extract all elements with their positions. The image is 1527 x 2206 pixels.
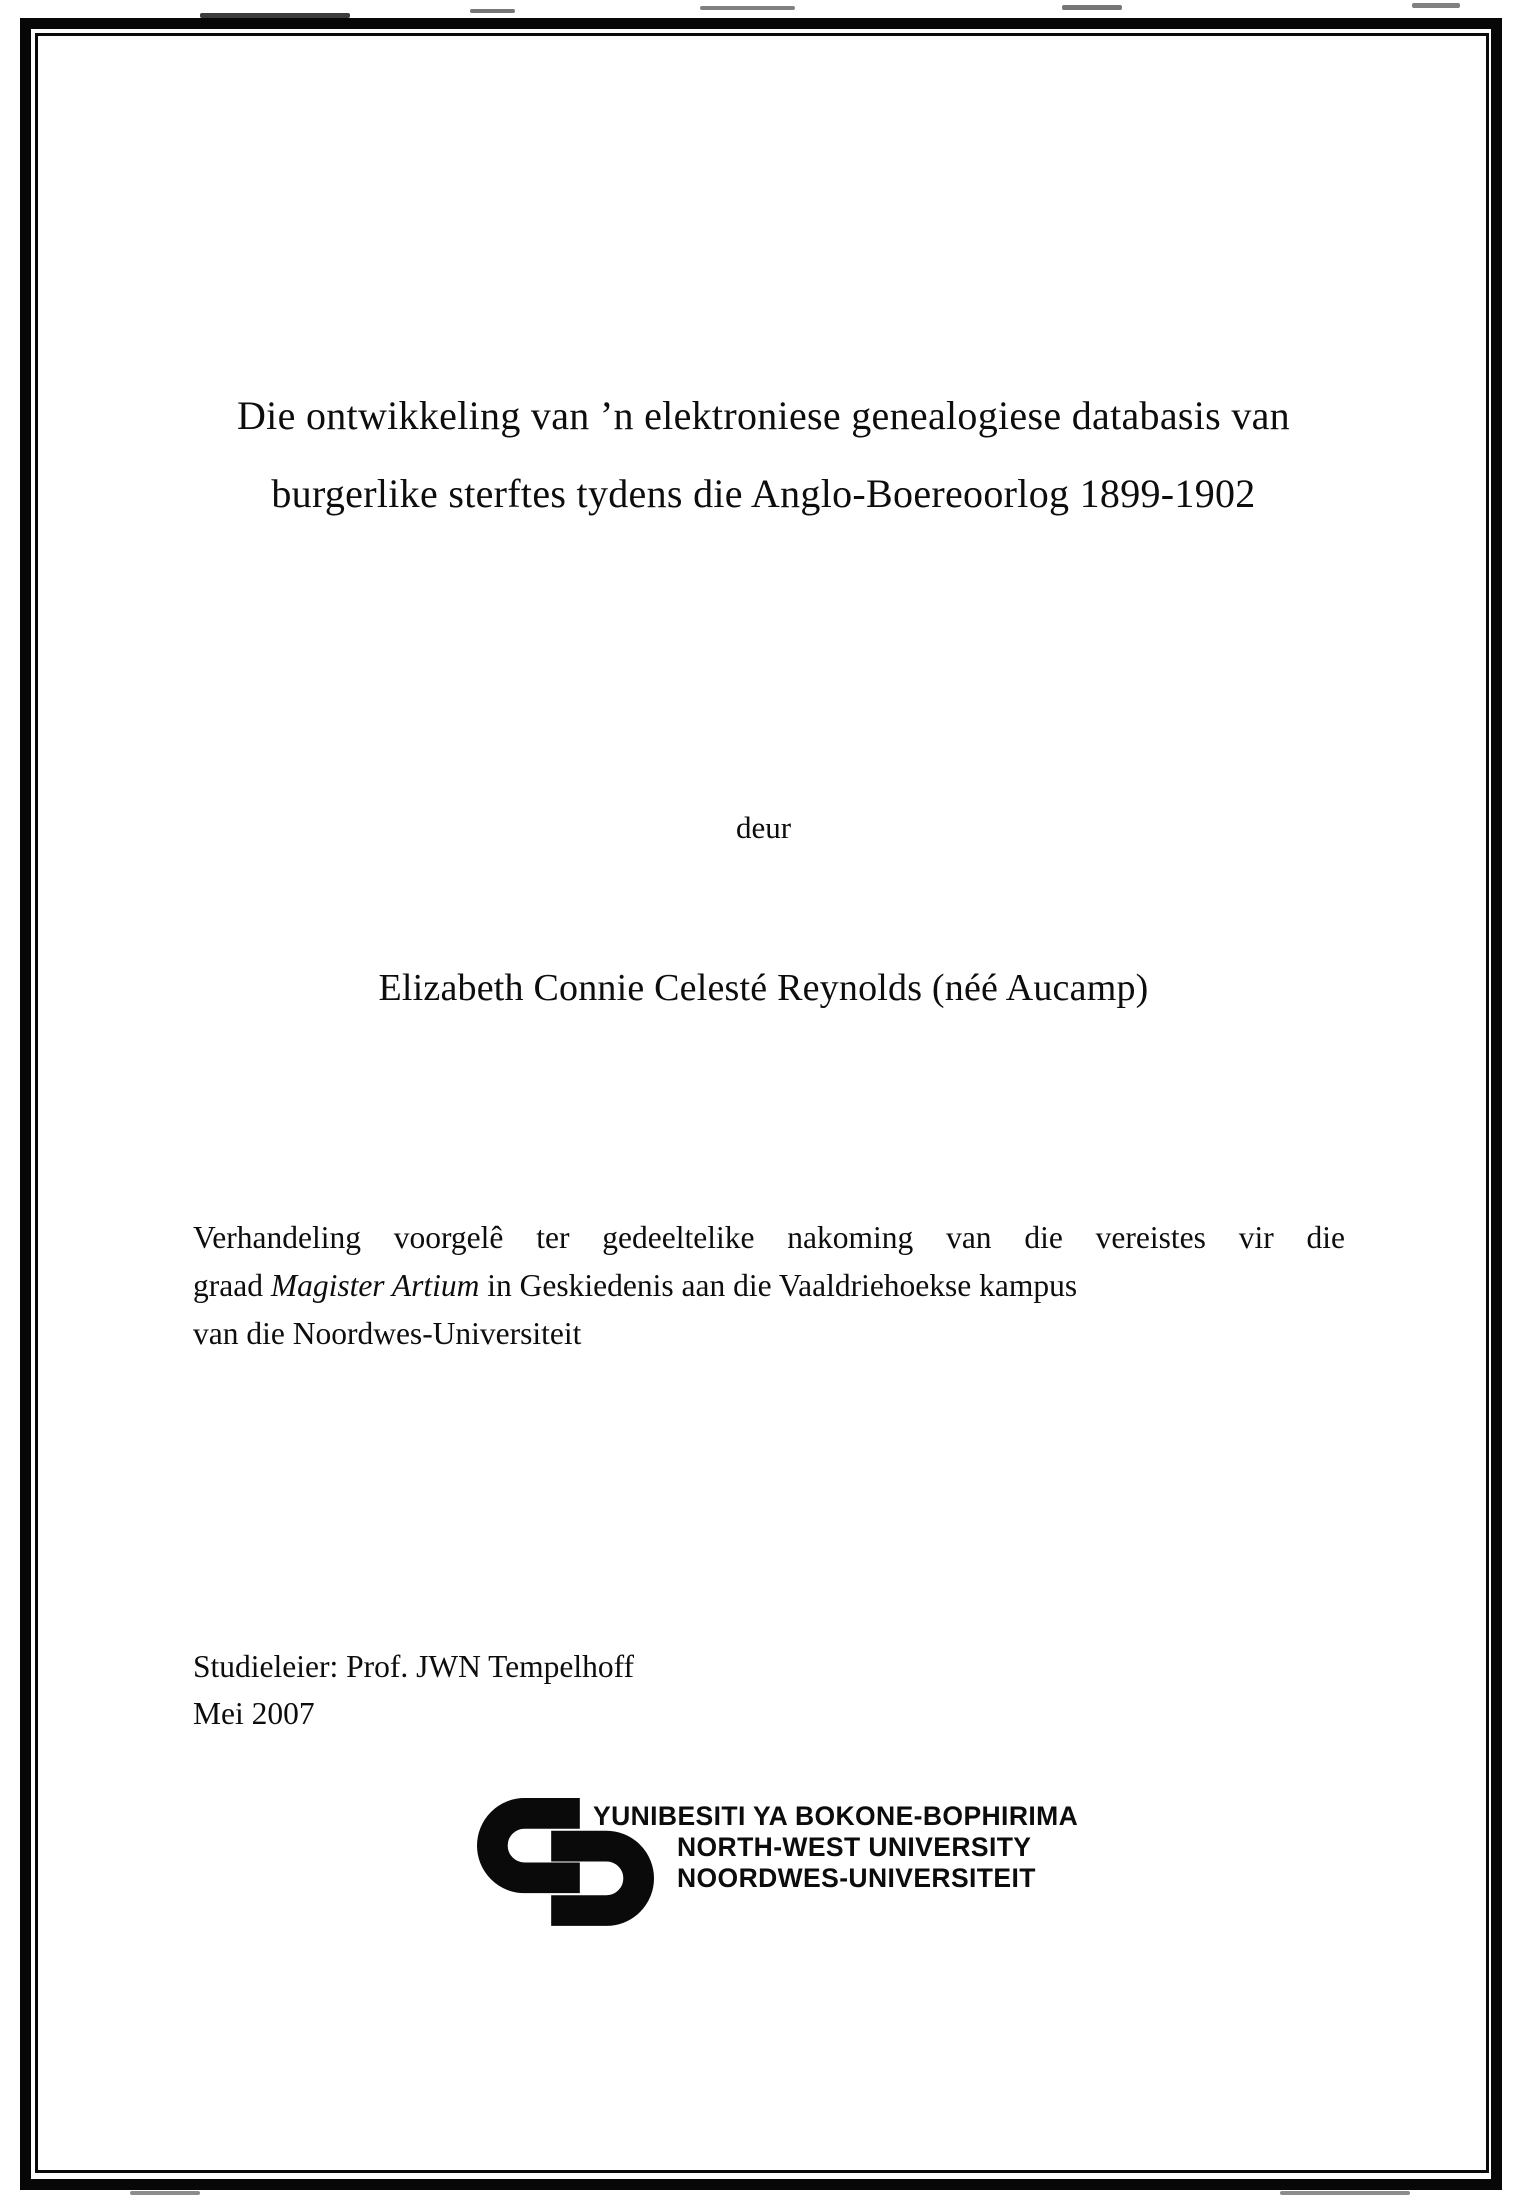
scan-artifact	[470, 9, 515, 13]
submission-note-line-2-prefix: graad	[193, 1268, 271, 1303]
north-west-university-logo	[463, 1797, 1123, 1937]
submission-note-line-2	[193, 1262, 1345, 1310]
scan-artifact	[1062, 5, 1122, 10]
submission-note-line-1: Verhandeling voorgelê ter gedeeltelike nakoming van die vereistes vir die	[193, 1220, 1345, 1255]
author-name: Elizabeth Connie Celesté Reynolds (néé Aucamp)	[378, 967, 1149, 1009]
submission-note-line-3: van die Noordwes-Universiteit	[193, 1316, 582, 1351]
supervisor-block	[193, 1643, 634, 1737]
scan-artifact	[1280, 2191, 1410, 2195]
university-name-setswana: YUNIBESITI YA BOKONE-BOPHIRIMA	[593, 1801, 1079, 1831]
university-name-afrikaans: NOORDWES-UNIVERSITEIT	[677, 1863, 1036, 1893]
submission-note-line-2-suffix: in Geskiedenis aan die Vaaldriehoekse kampus	[479, 1268, 1078, 1303]
degree-name-italic: Magister Artium	[270, 1268, 480, 1303]
byline-label: deur	[735, 810, 792, 845]
date-line: Mei 2007	[193, 1696, 315, 1731]
university-name-english: NORTH-WEST UNIVERSITY	[677, 1832, 1032, 1862]
supervisor-line: Studieleier: Prof. JWN Tempelhoff	[193, 1649, 635, 1684]
scan-artifact	[1412, 3, 1460, 8]
submission-note	[193, 1214, 1345, 1358]
scan-artifact	[700, 6, 795, 10]
thesis-title-line-1: Die ontwikkeling van ’n elektroniese genealogiese databasis van	[236, 393, 1290, 438]
scan-artifact	[130, 2191, 200, 2195]
thesis-title-line-2: burgerlike sterftes tydens die Anglo-Boereoorlog 1899-1902	[271, 471, 1256, 516]
university-name-block	[593, 1801, 1078, 1894]
